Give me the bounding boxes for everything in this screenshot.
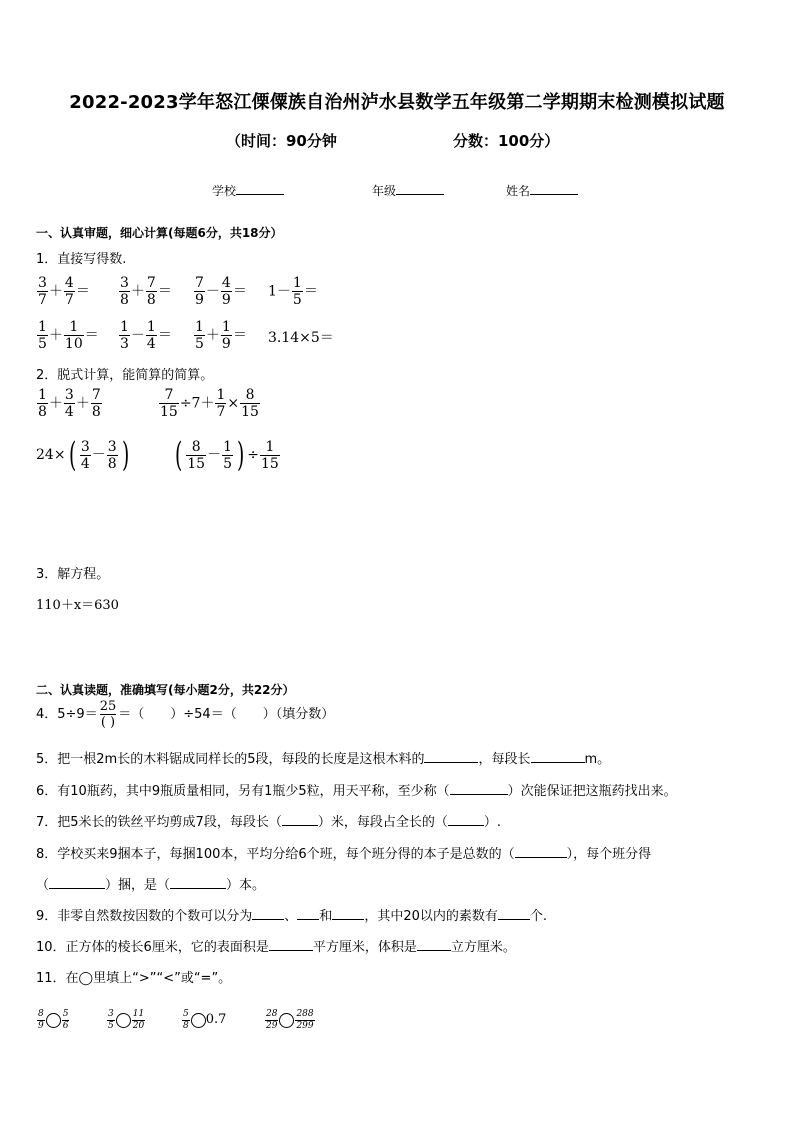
answer-blank[interactable] xyxy=(297,907,319,920)
question-8: 8．学校买来9捆本子，每捆100本，平均分给6个班，每个班分得的本子是总数的（ ），每个班分得 xyxy=(36,847,652,862)
question-4: 4．5÷9＝ $\frac{25}{( )}$ ＝（ ）÷54＝（ ）（填分数） xyxy=(36,699,335,730)
answer-blank[interactable] xyxy=(269,938,313,951)
section1-heading: 一、认真审题，细心计算(每题6分，共18分） xyxy=(36,226,283,240)
exam-time: （时间：90分钟 xyxy=(226,132,337,150)
answer-blank[interactable] xyxy=(49,876,105,889)
grade-field[interactable] xyxy=(372,182,444,199)
compare-circle[interactable] xyxy=(116,1013,131,1028)
calc-item: 24×( $\frac{3}{4}$ － $\frac{3}{8}$ ) xyxy=(36,435,129,475)
question-5: 5．把一根2m长的木料锯成同样长的5段，每段的长度是这根木料的 ，每段长 m。 xyxy=(36,752,611,767)
calc-item: 3.14×5＝ xyxy=(268,330,334,346)
name-label: 姓名 xyxy=(506,184,531,198)
compare-circle[interactable] xyxy=(191,1013,206,1028)
answer-blank[interactable] xyxy=(417,938,451,951)
name-field[interactable] xyxy=(506,182,578,199)
question-11: 11．在◯里填上“>”“<”或“=”。 xyxy=(36,971,232,986)
calc-item: $\frac{1}{5}$ ＋ $\frac{1}{9}$ ＝ xyxy=(195,319,247,352)
answer-blank[interactable] xyxy=(252,907,284,920)
answer-blank[interactable] xyxy=(332,907,364,920)
calc-item: $\frac{1}{8}$ ＋ $\frac{3}{4}$ ＋ $\frac{7}{8}$ xyxy=(38,387,101,420)
grade-label: 年级 xyxy=(372,184,397,198)
compare-item: $\frac{8}{9}$ $\frac{5}{6}$ xyxy=(38,1009,69,1031)
section2-heading: 二、认真读题，准确填写(每小题2分，共22分） xyxy=(36,683,295,697)
exam-score: 分数：100分） xyxy=(453,132,560,150)
answer-blank[interactable] xyxy=(424,750,478,763)
question-3: 3．解方程。 xyxy=(36,567,110,582)
question-7: 7．把5米长的铁丝平均剪成7段，每段长（ ）米，每段占全长的（ ）. xyxy=(36,815,501,830)
answer-blank[interactable] xyxy=(448,813,484,826)
equation: 110＋x＝630 xyxy=(36,598,119,613)
compare-item: $\frac{3}{5}$ $\frac{11}{20}$ xyxy=(108,1009,145,1031)
calc-item: 1－ $\frac{1}{5}$ ＝ xyxy=(268,275,318,308)
question-10: 10．正方体的棱长6厘米，它的表面积是 平方厘米，体积是 立方厘米。 xyxy=(36,940,516,955)
answer-blank[interactable] xyxy=(282,813,318,826)
school-field[interactable] xyxy=(212,182,284,199)
question-6: 6．有10瓶药，其中9瓶质量相同，另有1瓶少5粒，用天平称，至少称（ ）次能保证把这瓶药找出来。 xyxy=(36,784,677,799)
compare-item: $\frac{28}{29}$ $\frac{288}{299}$ xyxy=(266,1009,314,1031)
answer-blank[interactable] xyxy=(450,782,508,795)
answer-blank[interactable] xyxy=(531,750,585,763)
calc-item: ( $\frac{8}{15}$ － $\frac{1}{5}$ ) ÷ $\frac{1}{15}$ xyxy=(174,435,279,475)
answer-blank[interactable] xyxy=(170,876,226,889)
calc-item: $\frac{7}{15}$ ÷7＋ $\frac{1}{7}$ × $\frac{8}{15}$ xyxy=(160,387,259,420)
page-title: 2022-2023学年怒江傈僳族自治州泸水县数学五年级第二学期期末检测模拟试题 xyxy=(69,92,725,113)
calc-item: $\frac{1}{3}$ － $\frac{1}{4}$ ＝ xyxy=(120,319,172,352)
compare-circle[interactable] xyxy=(46,1013,61,1028)
calc-item: $\frac{1}{5}$ ＋ $\frac{1}{10}$ ＝ xyxy=(38,319,99,352)
answer-blank[interactable] xyxy=(498,907,530,920)
compare-item: $\frac{5}{8}$ 0.7 xyxy=(183,1009,227,1031)
answer-blank[interactable] xyxy=(515,845,567,858)
question-8-cont: （ ）捆，是（ ）本。 xyxy=(36,878,266,893)
school-label: 学校 xyxy=(212,184,237,198)
question-2: 2．脱式计算，能简算的简算。 xyxy=(36,368,214,383)
question-1: 1．直接写得数. xyxy=(36,252,127,267)
compare-circle[interactable] xyxy=(279,1013,294,1028)
calc-item: $\frac{3}{8}$ ＋ $\frac{7}{8}$ ＝ xyxy=(120,275,172,308)
question-9: 9．非零自然数按因数的个数可以分为 、 和 ，其中20以内的素数有 个. xyxy=(36,909,547,924)
calc-item: $\frac{3}{7}$ ＋ $\frac{4}{7}$ ＝ xyxy=(38,275,90,308)
calc-item: $\frac{7}{9}$ － $\frac{4}{9}$ ＝ xyxy=(195,275,247,308)
